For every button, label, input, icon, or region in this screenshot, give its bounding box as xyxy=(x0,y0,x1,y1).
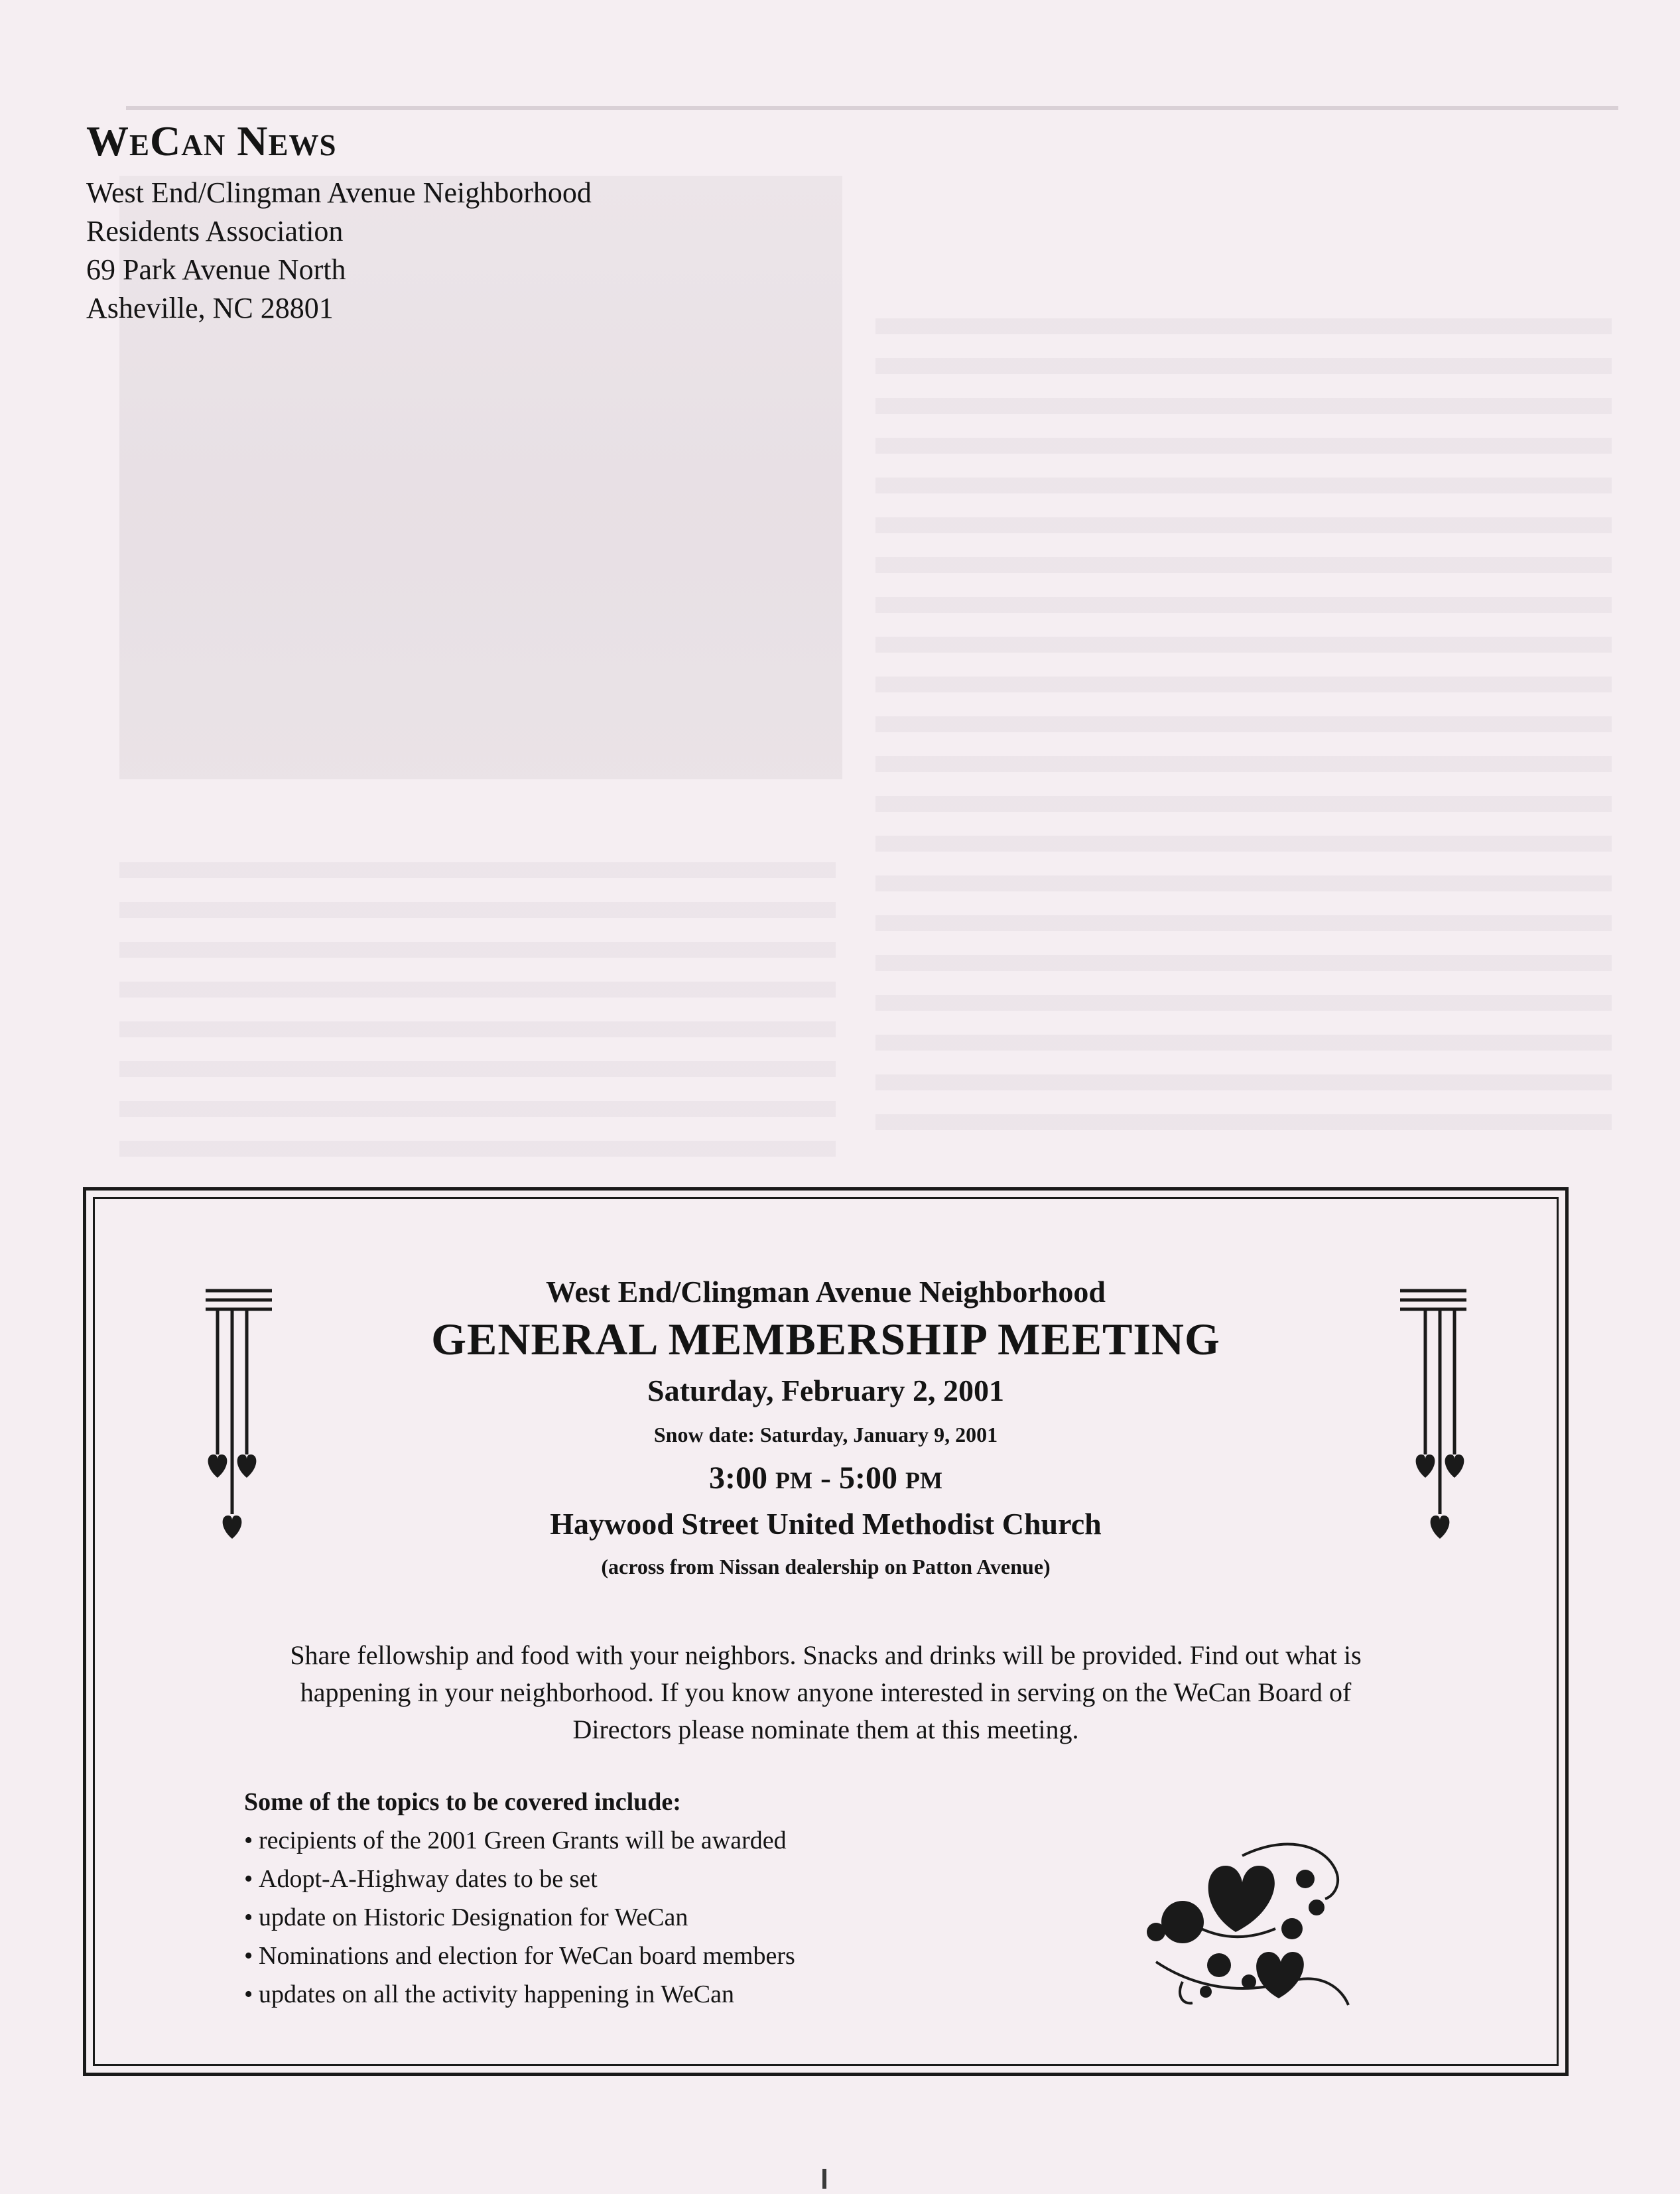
heart-vine-icon xyxy=(1143,1829,1362,2022)
topics-heading: Some of the topics to be covered include: xyxy=(244,1788,681,1816)
time-start-suffix: PM xyxy=(775,1467,812,1494)
organization-name: West End/Clingman Avenue Neighborhood xyxy=(546,1275,1106,1309)
bleed-through-text-right xyxy=(875,318,1612,1147)
time-separator: - xyxy=(820,1460,831,1496)
bullet: • xyxy=(244,1865,253,1893)
description-line: Share fellowship and food with your neighbors. Snacks and drinks will be provided. Find out what is xyxy=(290,1640,1362,1670)
list-item xyxy=(244,1898,1173,1937)
list-item xyxy=(244,1821,1173,1860)
list-item xyxy=(244,1975,1173,2014)
snow-date: Snow date: Saturday, January 9, 2001 xyxy=(653,1423,998,1447)
bullet: • xyxy=(244,1980,253,2008)
top-rule xyxy=(126,106,1618,110)
meeting-announcement-box xyxy=(83,1187,1569,2076)
address-line: West End/Clingman Avenue Neighborhood xyxy=(86,176,592,210)
topic-text: update on Historic Designation for WeCan xyxy=(259,1904,688,1931)
description-line: happening in your neighborhood. If you know anyone interested in serving on the WeCan Board of xyxy=(300,1677,1352,1707)
topic-text: Adopt-A-Highway dates to be set xyxy=(259,1865,598,1893)
topic-text: Nominations and election for WeCan board members xyxy=(259,1942,795,1970)
meeting-venue: Haywood Street United Methodist Church xyxy=(550,1507,1102,1541)
meeting-date: Saturday, February 2, 2001 xyxy=(647,1374,1004,1407)
list-item xyxy=(244,1937,1173,1975)
venue-note: (across from Nissan dealership on Patton Avenue) xyxy=(601,1555,1051,1579)
bullet: • xyxy=(244,1827,253,1854)
description-line: Directors please nominate them at this meeting. xyxy=(572,1714,1079,1744)
meeting-headline: GENERAL MEMBERSHIP MEETING xyxy=(431,1314,1220,1364)
address-line: 69 Park Avenue North xyxy=(86,253,346,287)
meeting-inner-frame xyxy=(93,1197,1559,2066)
list-item xyxy=(244,1860,1173,1898)
time-start: 3:00 xyxy=(709,1460,768,1496)
meeting-time xyxy=(95,1458,1557,1501)
newsletter-title: WeCan News xyxy=(86,117,337,164)
topic-text: recipients of the 2001 Green Grants will be awarded xyxy=(259,1827,787,1854)
topic-text: updates on all the activity happening in WeCan xyxy=(259,1980,735,2008)
topics-list xyxy=(244,1783,1173,2014)
meeting-description xyxy=(161,1637,1490,1748)
page-fold-mark xyxy=(822,2169,826,2189)
time-end-suffix: PM xyxy=(905,1467,942,1494)
address-line: Residents Association xyxy=(86,215,344,248)
meeting-details xyxy=(95,1272,1557,1583)
address-line: Asheville, NC 28801 xyxy=(86,292,334,325)
bleed-through-text-left xyxy=(119,862,836,1167)
masthead xyxy=(86,118,749,328)
time-end: 5:00 xyxy=(838,1460,897,1496)
bullet: • xyxy=(244,1904,253,1931)
bullet: • xyxy=(244,1942,253,1970)
